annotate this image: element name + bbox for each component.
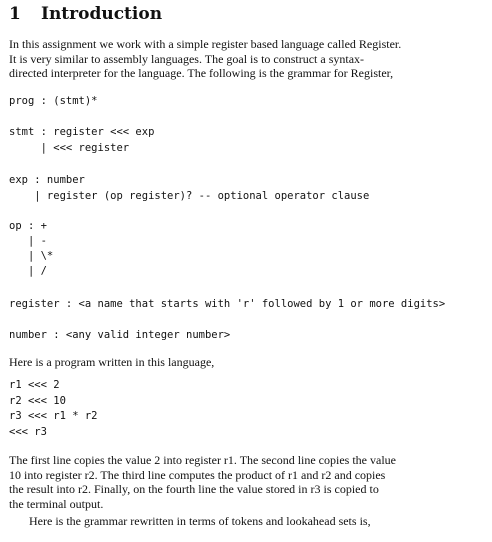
program-line: r2 <<< 10	[9, 394, 66, 407]
grammar-exp-rule: exp : number | register (op register)? -- optional operator clause	[9, 174, 370, 202]
grammar-stmt-rule: stmt : register <<< exp | <<< register	[9, 126, 155, 154]
section-heading	[9, 3, 162, 25]
program-line: r3 <<< r1 * r2	[9, 410, 98, 422]
program-intro: Here is a program written in this language,	[9, 355, 215, 369]
grammar-register-rule: register : <a name that starts with 'r' followed by 1 or more digits>	[9, 298, 446, 310]
grammar-prog-rule: prog : (stmt)*	[9, 95, 98, 107]
program-line: <<< r3	[9, 425, 47, 438]
intro-line: It is very similar to assembly languages. The goal is to construct a syntax-	[9, 51, 365, 66]
grammar-number-rule: number : <any valid integer number>	[9, 329, 231, 341]
explanation-line: the terminal output.	[9, 496, 104, 511]
explanation-paragraph	[9, 453, 479, 511]
section-title: Introduction	[41, 4, 163, 24]
closing-paragraph: Here is the grammar rewritten in terms of tokens and lookahead sets is,	[29, 514, 371, 528]
section-number: 1	[9, 4, 21, 24]
intro-line: directed interpreter for the language. The following is the grammar for Register,	[9, 66, 394, 80]
example-program	[9, 378, 98, 440]
program-line: r1 <<< 2	[9, 379, 60, 391]
explanation-line: The first line copies the value 2 into register r1. The second line copies the value	[9, 453, 396, 467]
explanation-line: 10 into register r2. The third line computes the product of r1 and r2 and copies	[9, 467, 386, 482]
explanation-line: the result into r2. Finally, on the fourth line the value stored in r3 is copied to	[9, 482, 379, 496]
intro-paragraph	[9, 37, 479, 81]
grammar-op-rule: op : + | - | \* | /	[9, 220, 54, 277]
intro-line: In this assignment we work with a simple register based language called Register.	[9, 37, 402, 51]
